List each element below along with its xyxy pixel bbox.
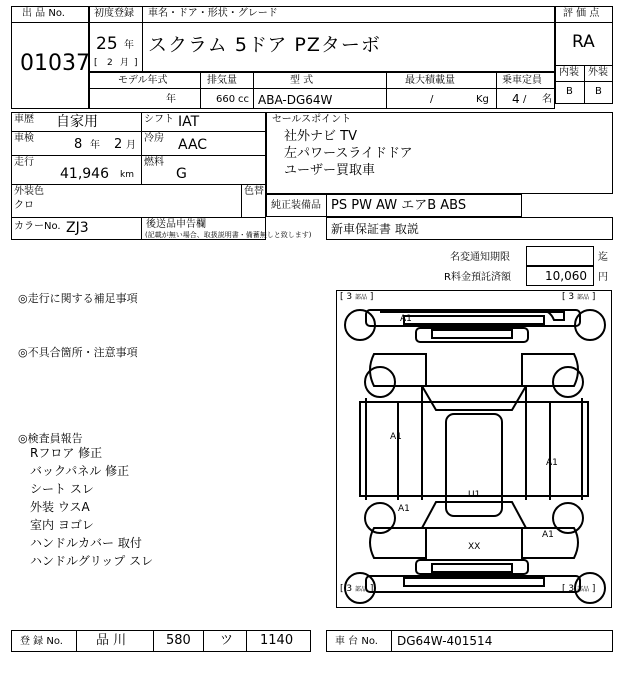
- first-reg-label: 初度登録: [94, 8, 134, 19]
- mileage-unit: km: [120, 170, 134, 180]
- reg-area: 品 川: [96, 633, 127, 648]
- load-unit: Kg: [476, 94, 489, 105]
- sales-point-line: 社外ナビ TV: [284, 129, 357, 144]
- model-label: 車名・ドア・形状・グレード: [148, 8, 278, 19]
- color-no-label: カラーNo.: [14, 221, 61, 232]
- first-reg-month-open: [: [94, 58, 98, 68]
- change-deadline-unit: 迄: [598, 252, 608, 263]
- first-reg-month: 2: [107, 58, 113, 68]
- month-unit: 月: [120, 58, 130, 68]
- damage-mark: U1: [468, 490, 481, 500]
- capacity-label: 乗車定員: [502, 75, 542, 86]
- first-reg-month-close: ]: [134, 58, 138, 68]
- damage-mark: A1: [542, 530, 554, 540]
- damage-mark: A1: [390, 432, 402, 442]
- chassis-label: 車 台 No.: [335, 636, 378, 647]
- capacity-unit: 名: [542, 94, 552, 105]
- tire-tag: [ 3 部品 ]: [340, 292, 374, 302]
- type-code: ABA-DG64W: [258, 93, 333, 107]
- sales-point-line: 左パワースライドドア: [284, 146, 413, 161]
- ac-label: 冷房: [144, 133, 164, 144]
- inspector-line: Rフロア 修正: [30, 446, 103, 460]
- reg-label: 登 録 No.: [20, 636, 63, 647]
- damage-mark: A1: [400, 314, 412, 324]
- change-deadline-box: [526, 246, 594, 266]
- car-diagram: [336, 290, 612, 608]
- fuel-label: 燃料: [144, 157, 164, 168]
- inspector-line: ハンドルカバー 取付: [30, 536, 142, 550]
- ext-color-value: クロ: [14, 200, 34, 211]
- defect-notes-header: ◎不具合箇所・注意事項: [18, 346, 138, 359]
- tire-tag: [ 3 部品 ]: [340, 584, 374, 594]
- model-name: スクラム 5ドア PZターボ: [148, 34, 381, 56]
- sales-points-label: セールスポイント: [272, 114, 352, 125]
- reg-kana: ツ: [220, 633, 234, 648]
- reg-number: 1140: [260, 633, 294, 648]
- inspector-line: ハンドルグリップ スレ: [30, 554, 154, 568]
- load-slash: /: [430, 94, 434, 105]
- lot-label: 出 品 No.: [22, 8, 65, 19]
- capacity-value: 4: [512, 92, 520, 106]
- grade-label: 評 価 点: [563, 8, 600, 19]
- inspector-line: 室内 ヨゴレ: [30, 518, 94, 532]
- driving-notes-header: ◎走行に関する補足事項: [18, 292, 138, 305]
- first-reg-year: 25: [96, 34, 118, 54]
- post-report-label: 後送品申告欄: [146, 219, 206, 230]
- inspection-year: 8: [74, 137, 83, 152]
- displacement-value: 660: [216, 94, 236, 105]
- inspection-year-unit: 年: [90, 140, 100, 151]
- inspection-month-unit: 月: [126, 140, 136, 151]
- damage-mark: A1: [546, 458, 558, 468]
- warranty-value: 新車保証書 取説: [331, 222, 419, 236]
- post-report-note: (記載が無い場合、取扱説明書・備蓄無しと致します): [145, 231, 312, 239]
- damage-mark: A1: [398, 504, 410, 514]
- mileage-value: 41,946: [60, 166, 109, 182]
- fuel-value: G: [176, 166, 187, 182]
- recycle-unit: 円: [598, 272, 608, 283]
- inspector-line: 外装 ウスA: [30, 500, 90, 514]
- exterior-label: 外装: [588, 67, 608, 78]
- displacement-label: 排気量: [207, 75, 237, 86]
- overall-grade: RA: [572, 32, 595, 52]
- inspector-line: バックパネル 修正: [30, 464, 130, 478]
- inspection-month: 2: [114, 137, 123, 152]
- color-change-label: 色替: [244, 186, 264, 197]
- shift-label: シフト: [144, 114, 174, 125]
- reg-class: 580: [166, 633, 191, 648]
- ext-color-label: 外装色: [14, 186, 44, 197]
- ac-value: AAC: [178, 137, 208, 153]
- tire-tag: [ 3 部品 ]: [562, 584, 596, 594]
- mileage-label: 走行: [14, 157, 34, 168]
- history-label: 車歴: [14, 114, 34, 125]
- tire-tag: [ 3 部品 ]: [562, 292, 596, 302]
- inspector-line: シート スレ: [30, 482, 94, 496]
- model-year-label: モデル年式: [118, 75, 168, 86]
- history-value: 自家用: [56, 114, 98, 130]
- color-no-value: ZJ3: [66, 220, 89, 236]
- model-year-unit: 年: [166, 94, 176, 105]
- type-label: 型 式: [290, 75, 314, 86]
- exterior-grade: B: [595, 86, 602, 97]
- chassis-number: DG64W-401514: [397, 634, 493, 648]
- year-unit: 年: [124, 40, 134, 51]
- damage-mark: XX: [468, 542, 481, 552]
- inspection-label: 車検: [14, 133, 34, 144]
- interior-label: 内装: [559, 67, 579, 78]
- recycle-label: R料金預託済額: [444, 272, 511, 283]
- shift-value: IAT: [178, 114, 200, 130]
- sales-point-line: ユーザー買取車: [284, 163, 376, 178]
- change-deadline-label: 名変通知期限: [450, 252, 510, 263]
- load-label: 最大積載量: [405, 75, 455, 86]
- inspector-header: ◎検査員報告: [18, 432, 83, 445]
- equipment-label: 純正装備品: [271, 200, 321, 211]
- interior-grade: B: [566, 86, 573, 97]
- recycle-amount: 10,060: [545, 269, 587, 283]
- capacity-sep: /: [523, 94, 527, 105]
- displacement-unit: cc: [238, 94, 249, 105]
- lot-number: 01037: [20, 51, 90, 76]
- equipment-value: PS PW AW エアB ABS: [331, 198, 467, 213]
